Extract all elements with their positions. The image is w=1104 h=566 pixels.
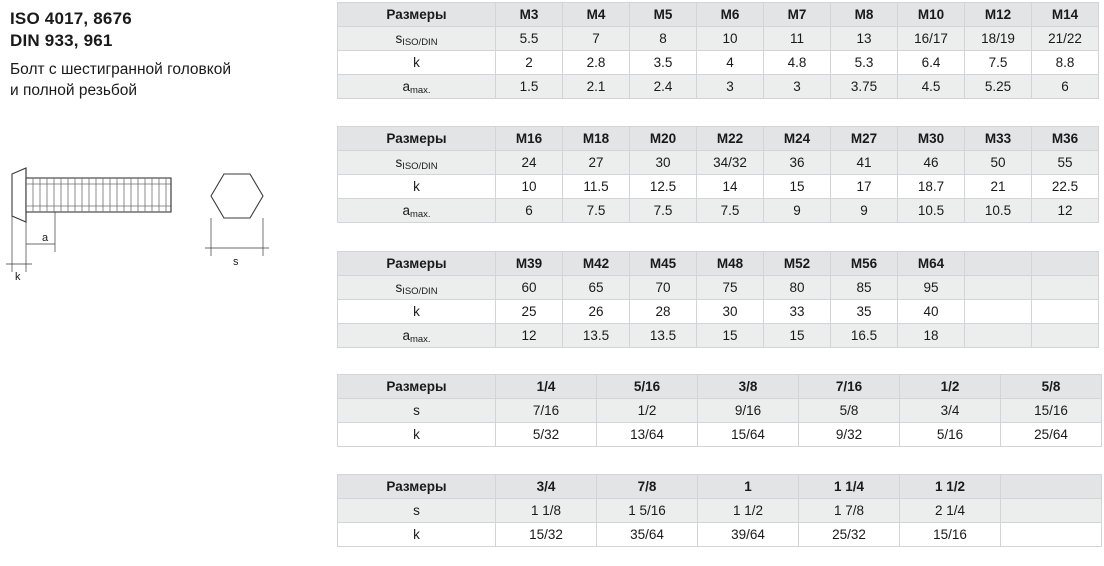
row-label-subscript: max. [409, 334, 431, 345]
table-cell: 5/32 [496, 423, 597, 447]
table-cell: 33 [764, 300, 831, 324]
column-header [1001, 475, 1102, 499]
table-cell: 22.5 [1032, 175, 1099, 199]
table-cell: 15 [764, 324, 831, 348]
table-header-row [338, 3, 1099, 27]
row-label-subscript: max. [409, 85, 431, 96]
table-cell: 3/4 [900, 399, 1001, 423]
table-cell: 10.5 [898, 199, 965, 223]
table-cell: 5.25 [965, 75, 1032, 99]
column-header: M20 [630, 127, 697, 151]
column-header: M24 [764, 127, 831, 151]
column-header: 5/16 [597, 375, 698, 399]
table-cell: 5/16 [900, 423, 1001, 447]
table-cell: 95 [898, 276, 965, 300]
row-label-symbol: k [413, 304, 420, 319]
table-cell: 18/19 [965, 27, 1032, 51]
table-cell: 10 [496, 175, 563, 199]
table-cell [965, 324, 1032, 348]
column-header: 1/4 [496, 375, 597, 399]
table-cell: 27 [563, 151, 630, 175]
table-row [338, 399, 1102, 423]
table-cell: 7.5 [965, 51, 1032, 75]
table-cell: 12.5 [630, 175, 697, 199]
table-cell: 13.5 [630, 324, 697, 348]
column-header: M48 [697, 252, 764, 276]
table-cell: 9/32 [799, 423, 900, 447]
row-label-symbol: a [402, 203, 410, 218]
table-row [338, 499, 1102, 523]
table-cell: 12 [496, 324, 563, 348]
column-header: M7 [764, 3, 831, 27]
column-header: M8 [831, 3, 898, 27]
dimensions-table [337, 474, 1102, 547]
table-cell: 35 [831, 300, 898, 324]
column-header: M12 [965, 3, 1032, 27]
table-cell: 75 [697, 276, 764, 300]
table-cell: 39/64 [698, 523, 799, 547]
table-cell: 3.75 [831, 75, 898, 99]
table-cell: 18.7 [898, 175, 965, 199]
table-cell [965, 300, 1032, 324]
standard-line-1: ISO 4017, 8676 [10, 9, 132, 28]
bolt-technical-drawing [0, 160, 330, 280]
row-label-symbol: s [413, 403, 420, 418]
row-label [338, 151, 496, 175]
table-cell: 9/16 [698, 399, 799, 423]
table-row [338, 300, 1099, 324]
table-row [338, 151, 1099, 175]
table-cell: 13/64 [597, 423, 698, 447]
row-label-symbol: k [413, 179, 420, 194]
table-header-title: Размеры [338, 475, 496, 499]
column-header: M42 [563, 252, 630, 276]
table-cell: 1 1/2 [698, 499, 799, 523]
column-header: M22 [697, 127, 764, 151]
column-header: M6 [697, 3, 764, 27]
table-cell: 18 [898, 324, 965, 348]
table-row [338, 75, 1099, 99]
table-cell: 12 [1032, 199, 1099, 223]
table-cell: 3 [764, 75, 831, 99]
table-cell: 11.5 [563, 175, 630, 199]
row-label-symbol: s [413, 503, 420, 518]
table-cell: 4 [697, 51, 764, 75]
row-label-symbol: a [402, 328, 410, 343]
column-header: 1 1/2 [900, 475, 1001, 499]
column-header: M4 [563, 3, 630, 27]
table-cell: 17 [831, 175, 898, 199]
table-row [338, 423, 1102, 447]
table-cell: 8 [630, 27, 697, 51]
dimensions-table-3 [337, 251, 1099, 348]
table-cell [1032, 324, 1099, 348]
table-header-row [338, 252, 1099, 276]
table-cell: 1 1/8 [496, 499, 597, 523]
table-cell: 55 [1032, 151, 1099, 175]
table-cell: 2.1 [563, 75, 630, 99]
table-cell: 1.5 [496, 75, 563, 99]
table-row [338, 175, 1099, 199]
column-header: 1 1/4 [799, 475, 900, 499]
table-header-row [338, 475, 1102, 499]
column-header: M36 [1032, 127, 1099, 151]
table-header-row [338, 375, 1102, 399]
row-label [338, 423, 496, 447]
row-label [338, 75, 496, 99]
column-header: 3/4 [496, 475, 597, 499]
row-label [338, 199, 496, 223]
table-cell: 28 [630, 300, 697, 324]
dimensions-table-5 [337, 474, 1102, 547]
row-label-subscript: ISO/DIN [402, 37, 438, 48]
table-cell [1001, 499, 1102, 523]
column-header: M5 [630, 3, 697, 27]
dimensions-table-1 [337, 2, 1099, 99]
table-cell: 34/32 [697, 151, 764, 175]
table-row [338, 27, 1099, 51]
table-cell: 65 [563, 276, 630, 300]
table-cell: 5.3 [831, 51, 898, 75]
row-label [338, 51, 496, 75]
table-cell: 15 [764, 175, 831, 199]
table-cell: 7.5 [697, 199, 764, 223]
table-cell: 14 [697, 175, 764, 199]
product-description-line-1: Болт с шестигранной головкой [10, 61, 232, 78]
table-cell: 36 [764, 151, 831, 175]
dimensions-table [337, 374, 1102, 447]
row-label-symbol: a [402, 79, 410, 94]
table-cell: 85 [831, 276, 898, 300]
column-header: 7/8 [597, 475, 698, 499]
table-cell: 4.5 [898, 75, 965, 99]
table-cell: 16.5 [831, 324, 898, 348]
drawing-label-a: a [42, 232, 49, 244]
table-cell: 30 [697, 300, 764, 324]
column-header: M16 [496, 127, 563, 151]
table-cell: 25/32 [799, 523, 900, 547]
dimensions-table-4 [337, 374, 1102, 447]
table-cell: 60 [496, 276, 563, 300]
column-header: M3 [496, 3, 563, 27]
table-cell: 15 [697, 324, 764, 348]
row-label [338, 276, 496, 300]
table-row [338, 324, 1099, 348]
table-cell: 1/2 [597, 399, 698, 423]
table-cell: 9 [764, 199, 831, 223]
table-cell: 15/64 [698, 423, 799, 447]
table-cell: 6 [496, 199, 563, 223]
table-cell: 2.8 [563, 51, 630, 75]
table-cell: 25 [496, 300, 563, 324]
table-cell: 6 [1032, 75, 1099, 99]
table-cell: 13 [831, 27, 898, 51]
table-cell: 1 5/16 [597, 499, 698, 523]
table-cell: 46 [898, 151, 965, 175]
column-header [1032, 252, 1099, 276]
dimensions-table-2 [337, 126, 1099, 223]
row-label-symbol: k [413, 55, 420, 70]
drawing-label-k: k [15, 271, 21, 280]
row-label-symbol: k [413, 427, 420, 442]
column-header: M39 [496, 252, 563, 276]
row-label [338, 499, 496, 523]
column-header: 1/2 [900, 375, 1001, 399]
table-cell: 10.5 [965, 199, 1032, 223]
table-row [338, 523, 1102, 547]
table-row [338, 51, 1099, 75]
column-header: M45 [630, 252, 697, 276]
table-cell: 7.5 [630, 199, 697, 223]
table-cell: 9 [831, 199, 898, 223]
row-label-subscript: max. [409, 209, 431, 220]
column-header: M14 [1032, 3, 1099, 27]
column-header: M64 [898, 252, 965, 276]
table-cell: 25/64 [1001, 423, 1102, 447]
product-description-line-2: и полной резьбой [10, 82, 138, 99]
table-header-title: Размеры [338, 127, 496, 151]
dimensions-table [337, 2, 1099, 99]
table-cell: 30 [630, 151, 697, 175]
table-cell [1001, 523, 1102, 547]
column-header: M56 [831, 252, 898, 276]
row-label-subscript: ISO/DIN [402, 161, 438, 172]
table-cell: 3.5 [630, 51, 697, 75]
table-cell: 16/17 [898, 27, 965, 51]
table-cell: 2 [496, 51, 563, 75]
column-header: M27 [831, 127, 898, 151]
row-label [338, 399, 496, 423]
column-header: 1 [698, 475, 799, 499]
column-header: 7/16 [799, 375, 900, 399]
table-cell: 2.4 [630, 75, 697, 99]
row-label-symbol: s [395, 155, 403, 170]
row-label-symbol: s [395, 31, 403, 46]
table-cell: 70 [630, 276, 697, 300]
column-header: M30 [898, 127, 965, 151]
dimensions-table [337, 126, 1099, 223]
table-header-title: Размеры [338, 375, 496, 399]
table-cell: 7.5 [563, 199, 630, 223]
table-cell [965, 276, 1032, 300]
row-label [338, 175, 496, 199]
table-header-row [338, 127, 1099, 151]
product-info-panel [10, 8, 330, 101]
table-cell [1032, 300, 1099, 324]
table-header-title: Размеры [338, 3, 496, 27]
row-label-symbol: k [413, 527, 420, 542]
table-cell: 7/16 [496, 399, 597, 423]
table-cell: 4.8 [764, 51, 831, 75]
column-header: 3/8 [698, 375, 799, 399]
column-header: M10 [898, 3, 965, 27]
table-cell: 21/22 [1032, 27, 1099, 51]
table-cell: 3 [697, 75, 764, 99]
column-header [965, 252, 1032, 276]
dimensions-table [337, 251, 1099, 348]
table-cell: 15/32 [496, 523, 597, 547]
row-label [338, 523, 496, 547]
table-cell: 5/8 [799, 399, 900, 423]
table-cell: 24 [496, 151, 563, 175]
column-header: 5/8 [1001, 375, 1102, 399]
table-cell: 41 [831, 151, 898, 175]
row-label [338, 300, 496, 324]
table-cell: 26 [563, 300, 630, 324]
table-cell [1032, 276, 1099, 300]
table-header-title: Размеры [338, 252, 496, 276]
drawing-label-s: s [233, 256, 239, 268]
table-cell: 5.5 [496, 27, 563, 51]
column-header: M18 [563, 127, 630, 151]
table-cell: 50 [965, 151, 1032, 175]
table-cell: 35/64 [597, 523, 698, 547]
table-cell: 6.4 [898, 51, 965, 75]
table-row [338, 199, 1099, 223]
column-header: M52 [764, 252, 831, 276]
table-cell: 13.5 [563, 324, 630, 348]
table-cell: 1 7/8 [799, 499, 900, 523]
table-cell: 11 [764, 27, 831, 51]
row-label-subscript: ISO/DIN [402, 286, 438, 297]
standard-line-2: DIN 933, 961 [10, 31, 113, 50]
table-cell: 8.8 [1032, 51, 1099, 75]
table-row [338, 276, 1099, 300]
column-header: M33 [965, 127, 1032, 151]
table-cell: 80 [764, 276, 831, 300]
table-cell: 40 [898, 300, 965, 324]
table-cell: 21 [965, 175, 1032, 199]
table-cell: 15/16 [1001, 399, 1102, 423]
table-cell: 15/16 [900, 523, 1001, 547]
row-label [338, 324, 496, 348]
table-cell: 7 [563, 27, 630, 51]
table-cell: 10 [697, 27, 764, 51]
row-label-symbol: s [395, 280, 403, 295]
row-label [338, 27, 496, 51]
table-cell: 2 1/4 [900, 499, 1001, 523]
